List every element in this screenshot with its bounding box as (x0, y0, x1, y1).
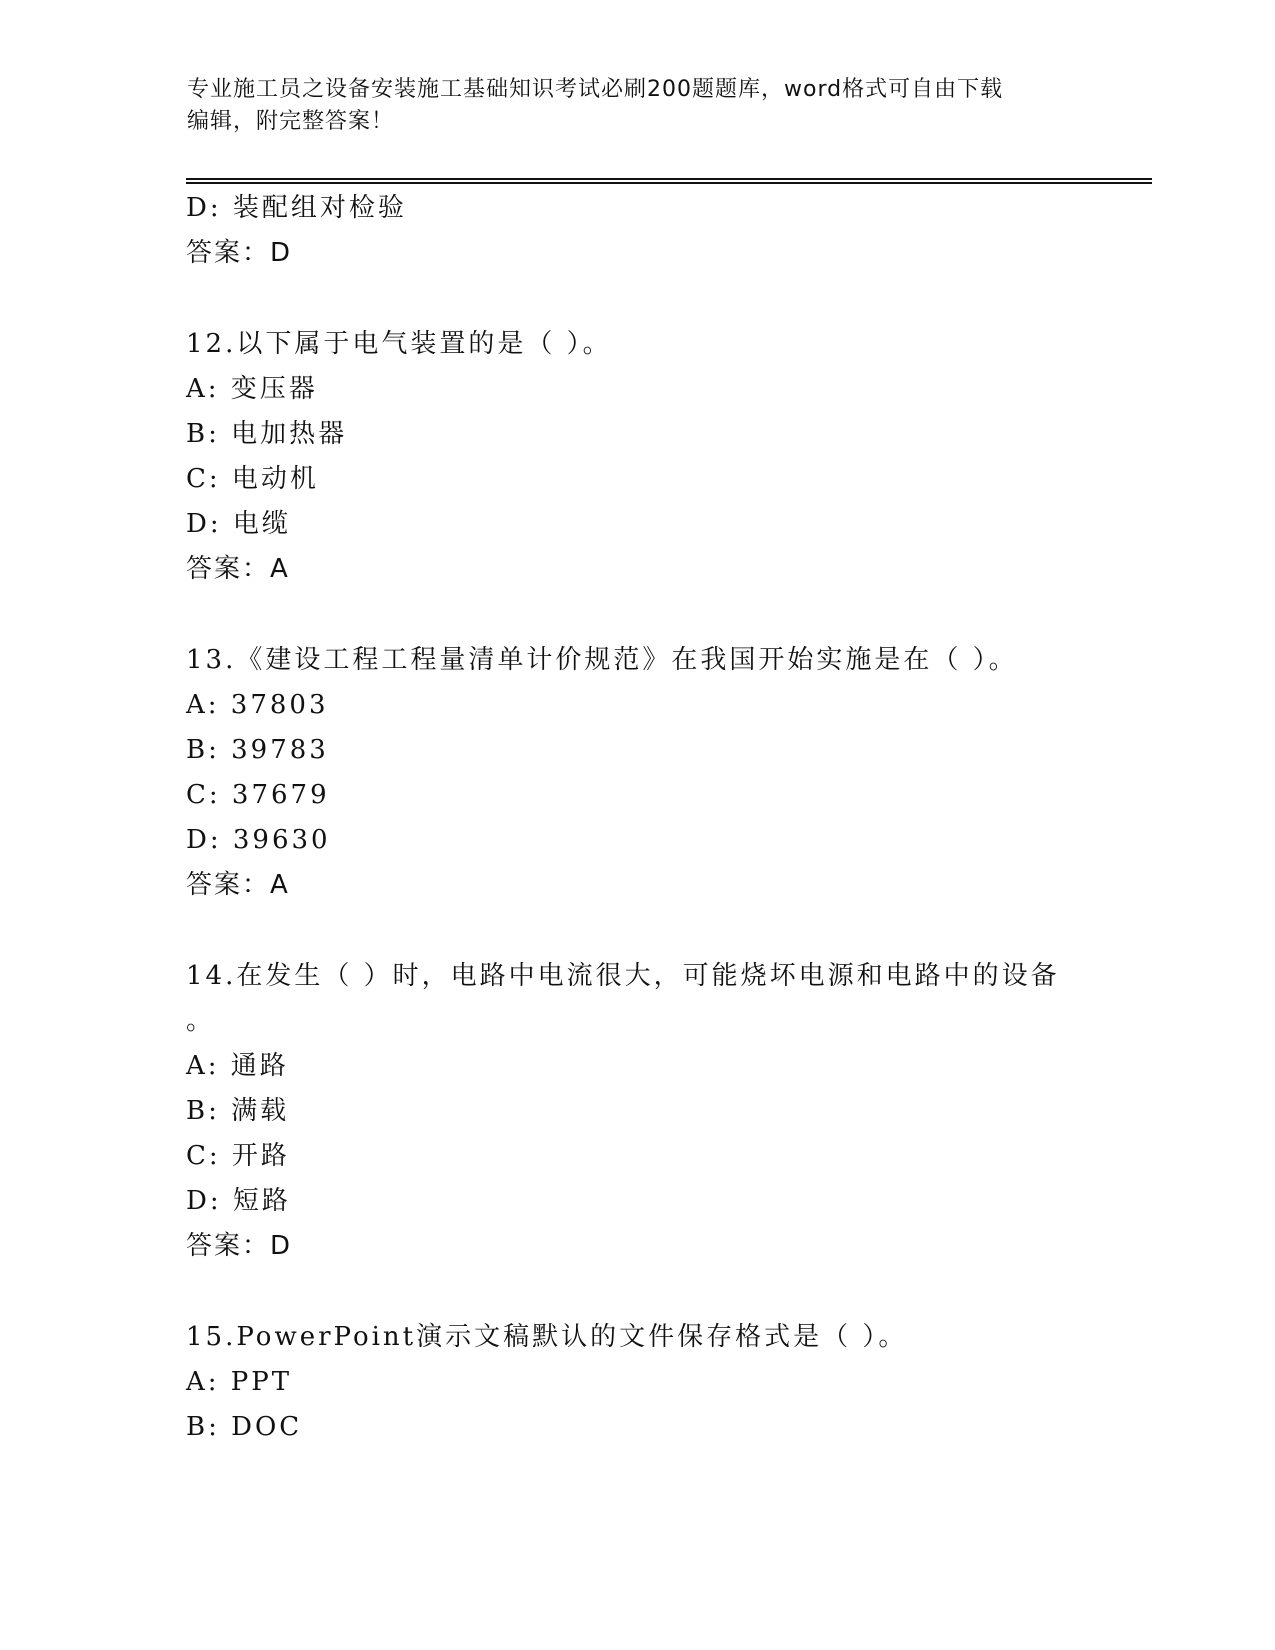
option-q12-a: A: 变压器 (186, 374, 318, 404)
option-q12-b: B: 电加热器 (186, 419, 348, 449)
option-q13-c: C: 37679 (186, 780, 330, 810)
option-q14-c: C: 开路 (186, 1141, 290, 1171)
option-q13-b: B: 39783 (186, 735, 329, 765)
answer-q14: 答案：D (186, 1231, 293, 1261)
question-12-stem: 12.以下属于电气装置的是（ ）。 (186, 329, 612, 359)
option-q13-a: A: 37803 (186, 690, 329, 720)
option-q15-a: A: PPT (186, 1367, 293, 1397)
header-line-2: 编辑，附完整答案！ (187, 109, 395, 134)
option-q14-b: B: 满载 (186, 1096, 290, 1126)
header-line-1: 专业施工员之设备安装施工基础知识考试必刷200题题库，word格式可自由下载 (187, 77, 1004, 102)
option-q14-a: A: 通路 (186, 1051, 289, 1081)
header-divider-bottom (186, 182, 1152, 184)
answer-q11: 答案：D (186, 238, 293, 268)
option-q12-d: D: 电缆 (186, 509, 291, 539)
answer-q13: 答案：A (186, 870, 290, 900)
question-14-stem-continuation: 。 (186, 1006, 216, 1036)
answer-q12: 答案：A (186, 554, 290, 584)
option-q11-d: D: 装配组对检验 (186, 193, 407, 223)
option-q15-b: B: DOC (186, 1412, 303, 1442)
option-q12-c: C: 电动机 (186, 464, 319, 494)
question-13-stem: 13.《建设工程工程量清单计价规范》在我国开始实施是在（ ）。 (186, 645, 1018, 675)
option-q13-d: D: 39630 (186, 825, 331, 855)
question-14-stem: 14.在发生（ ）时，电路中电流很大，可能烧坏电源和电路中的设备 (186, 961, 1060, 991)
header-divider-top (186, 178, 1152, 180)
document-header (187, 74, 1087, 138)
question-15-stem: 15.PowerPoint演示文稿默认的文件保存格式是（ ）。 (186, 1322, 908, 1352)
option-q14-d: D: 短路 (186, 1186, 291, 1216)
